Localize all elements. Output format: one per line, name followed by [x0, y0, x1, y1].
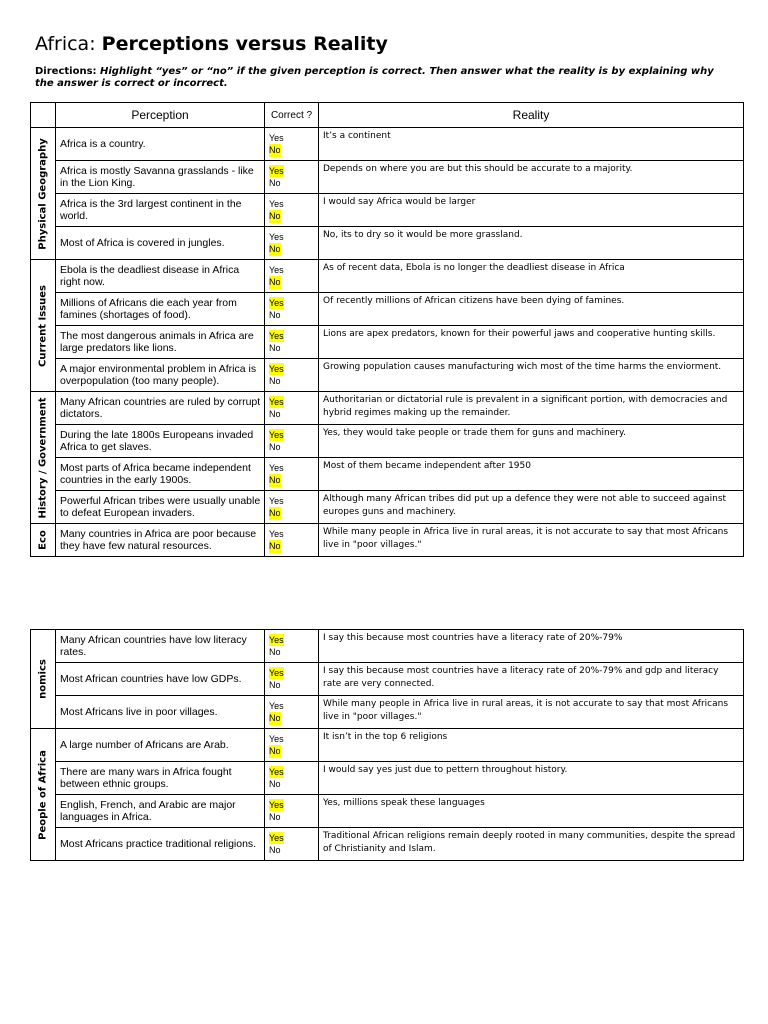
perception-cell: English, French, and Arabic are major languages in Africa.: [56, 795, 265, 828]
correct-cell: [265, 227, 319, 260]
table-row: [31, 161, 744, 194]
reality-cell[interactable]: Depends on where you are but this should be accurate to a majority.: [319, 161, 744, 194]
table-row: [31, 729, 744, 762]
correct-cell: [265, 359, 319, 392]
reality-cell[interactable]: I say this because most countries have a literacy rate of 20%-79%: [319, 630, 744, 663]
yes-option[interactable]: Yes: [269, 198, 284, 209]
section-label-cell: [31, 630, 56, 729]
no-option[interactable]: No: [269, 779, 281, 789]
yes-option[interactable]: Yes: [269, 634, 284, 645]
correct-cell: [265, 491, 319, 524]
reality-cell[interactable]: Authoritarian or dictatorial rule is prevalent in a significant portion, with democracies and hybrid regimes making up the remainder.: [319, 392, 744, 425]
reality-cell[interactable]: Yes, millions speak these languages: [319, 795, 744, 828]
perception-table-1: [30, 102, 744, 557]
no-option[interactable]: No: [269, 713, 281, 723]
no-option[interactable]: No: [269, 812, 281, 822]
no-option[interactable]: No: [269, 475, 281, 485]
perception-cell: A large number of Africans are Arab.: [56, 729, 265, 762]
yes-option[interactable]: Yes: [269, 462, 284, 473]
directions-text: Highlight “yes” or “no” if the given perception is correct. Then answer what the reality is by explaining why the answer is correct or incorrect.: [35, 66, 714, 89]
table-row: [31, 359, 744, 392]
table-row: [31, 663, 744, 696]
correct-cell: [265, 161, 319, 194]
header-reality: Reality: [319, 103, 744, 128]
section-label-cell: [31, 128, 56, 260]
perception-cell: Most Africans live in poor villages.: [56, 696, 265, 729]
table-row: [31, 425, 744, 458]
perception-cell: Ebola is the deadliest disease in Africa right now.: [56, 260, 265, 293]
no-option[interactable]: No: [269, 145, 281, 155]
correct-cell: [265, 326, 319, 359]
perception-cell: A major environmental problem in Africa is overpopulation (too many people).: [56, 359, 265, 392]
reality-cell[interactable]: No, its to dry so it would be more grassland.: [319, 227, 744, 260]
yes-option[interactable]: Yes: [269, 132, 284, 143]
table-row: [31, 491, 744, 524]
reality-cell[interactable]: Traditional African religions remain deeply rooted in many communities, despite the spread of Christianity and Islam.: [319, 828, 744, 861]
table-row: [31, 326, 744, 359]
yes-option[interactable]: Yes: [269, 667, 284, 678]
perception-cell: Many African countries are ruled by corrupt dictators.: [56, 392, 265, 425]
table-row: [31, 795, 744, 828]
table-row: [31, 194, 744, 227]
reality-cell[interactable]: Most of them became independent after 1950: [319, 458, 744, 491]
perception-cell: Powerful African tribes were usually unable to defeat European invaders.: [56, 491, 265, 524]
no-option[interactable]: No: [269, 647, 281, 657]
correct-cell: [265, 425, 319, 458]
reality-cell[interactable]: I would say Africa would be larger: [319, 194, 744, 227]
yes-option[interactable]: Yes: [269, 231, 284, 242]
no-option[interactable]: No: [269, 277, 281, 287]
section-label: Current Issues: [37, 284, 49, 367]
perception-cell: Many African countries have low literacy rates.: [56, 630, 265, 663]
yes-option[interactable]: Yes: [269, 766, 284, 777]
perception-cell: The most dangerous animals in Africa are large predators like lions.: [56, 326, 265, 359]
perception-cell: Africa is the 3rd largest continent in the world.: [56, 194, 265, 227]
header-correct: Correct ?: [265, 103, 319, 128]
perception-cell: Africa is a country.: [56, 128, 265, 161]
perception-cell: Africa is mostly Savanna grasslands - like in the Lion King.: [56, 161, 265, 194]
reality-cell[interactable]: Yes, they would take people or trade them for guns and machinery.: [319, 425, 744, 458]
reality-cell[interactable]: While many people in Africa live in rural areas, it is not accurate to say that most Africans live in "poor villages.": [319, 524, 744, 557]
section-label: Physical Geography: [37, 137, 49, 250]
table-row: [31, 293, 744, 326]
correct-cell: [265, 524, 319, 557]
correct-cell: [265, 828, 319, 861]
correct-cell: [265, 729, 319, 762]
yes-option[interactable]: Yes: [269, 799, 284, 810]
reality-cell[interactable]: It isn’t in the top 6 religions: [319, 729, 744, 762]
correct-cell: [265, 795, 319, 828]
perception-cell: Most of Africa is covered in jungles.: [56, 227, 265, 260]
reality-cell[interactable]: As of recent data, Ebola is no longer the deadliest disease in Africa: [319, 260, 744, 293]
section-label-cell: [31, 524, 56, 557]
section-label: nomics: [37, 659, 49, 699]
correct-cell: [265, 293, 319, 326]
yes-option[interactable]: Yes: [269, 700, 284, 711]
header-section: [31, 103, 56, 128]
table-row: [31, 458, 744, 491]
table-row: [31, 630, 744, 663]
correct-cell: [265, 194, 319, 227]
no-option[interactable]: No: [269, 845, 281, 855]
reality-cell[interactable]: Although many African tribes did put up a defence they were not able to succeed against europes guns and machinery.: [319, 491, 744, 524]
no-option[interactable]: No: [269, 409, 281, 419]
no-option[interactable]: No: [269, 541, 281, 551]
table-row: [31, 128, 744, 161]
table-2-body: [31, 630, 744, 861]
no-option[interactable]: No: [269, 746, 281, 756]
no-option[interactable]: No: [269, 211, 281, 221]
no-option[interactable]: No: [269, 178, 281, 188]
table-row: [31, 260, 744, 293]
table-row: [31, 227, 744, 260]
section-label-cell: [31, 260, 56, 392]
no-option[interactable]: No: [269, 244, 281, 254]
directions: [35, 66, 735, 90]
perception-cell: There are many wars in Africa fought between ethnic groups.: [56, 762, 265, 795]
section-label: Eco: [37, 530, 49, 550]
perception-cell: Millions of Africans die each year from famines (shortages of food).: [56, 293, 265, 326]
table-header-row: [31, 103, 744, 128]
no-option[interactable]: No: [269, 442, 281, 452]
yes-option[interactable]: Yes: [269, 165, 284, 176]
yes-option[interactable]: Yes: [269, 264, 284, 275]
no-option[interactable]: No: [269, 508, 281, 518]
yes-option[interactable]: Yes: [269, 495, 284, 506]
reality-cell[interactable]: While many people in Africa live in rural areas, it is not accurate to say that most Africans live in "poor villages.": [319, 696, 744, 729]
header-perception: Perception: [56, 103, 265, 128]
reality-cell[interactable]: Growing population causes manufacturing wich most of the time harms the enviorment.: [319, 359, 744, 392]
yes-option[interactable]: Yes: [269, 330, 284, 341]
correct-cell: [265, 696, 319, 729]
no-option[interactable]: No: [269, 376, 281, 386]
correct-cell: [265, 458, 319, 491]
table-row: [31, 762, 744, 795]
section-label: History / Government: [37, 397, 49, 518]
table-row: [31, 828, 744, 861]
yes-option[interactable]: Yes: [269, 429, 284, 440]
perception-cell: Most African countries have low GDPs.: [56, 663, 265, 696]
reality-cell[interactable]: Of recently millions of African citizens have been dying of famines.: [319, 293, 744, 326]
table-1-body: [31, 128, 744, 557]
yes-option[interactable]: Yes: [269, 528, 284, 539]
perception-cell: During the late 1800s Europeans invaded Africa to get slaves.: [56, 425, 265, 458]
yes-option[interactable]: Yes: [269, 832, 284, 843]
no-option[interactable]: No: [269, 343, 281, 353]
table-row: [31, 696, 744, 729]
reality-cell[interactable]: Lions are apex predators, known for their powerful jaws and cooperative hunting skills.: [319, 326, 744, 359]
reality-cell[interactable]: It’s a continent: [319, 128, 744, 161]
page-title: [35, 33, 388, 55]
yes-option[interactable]: Yes: [269, 363, 284, 374]
title-prefix: Africa:: [35, 33, 102, 55]
perception-cell: Many countries in Africa are poor because they have few natural resources.: [56, 524, 265, 557]
correct-cell: [265, 663, 319, 696]
perception-cell: Most Africans practice traditional religions.: [56, 828, 265, 861]
perception-table-2: [30, 629, 744, 861]
correct-cell: [265, 392, 319, 425]
yes-option[interactable]: Yes: [269, 733, 284, 744]
section-label: People of Africa: [37, 749, 49, 840]
no-option[interactable]: No: [269, 310, 281, 320]
section-label-cell: [31, 729, 56, 861]
reality-cell[interactable]: I would say yes just due to pettern throughout history.: [319, 762, 744, 795]
table-row: [31, 524, 744, 557]
correct-cell: [265, 762, 319, 795]
correct-cell: [265, 128, 319, 161]
correct-cell: [265, 260, 319, 293]
table-row: [31, 392, 744, 425]
no-option[interactable]: No: [269, 680, 281, 690]
reality-cell[interactable]: I say this because most countries have a literacy rate of 20%-79% and gdp and literacy rate are very connected.: [319, 663, 744, 696]
correct-cell: [265, 630, 319, 663]
yes-option[interactable]: Yes: [269, 297, 284, 308]
perception-cell: Most parts of Africa became independent countries in the early 1900s.: [56, 458, 265, 491]
section-label-cell: [31, 392, 56, 524]
title-main: Perceptions versus Reality: [101, 33, 388, 55]
yes-option[interactable]: Yes: [269, 396, 284, 407]
directions-label: Directions:: [35, 66, 100, 77]
